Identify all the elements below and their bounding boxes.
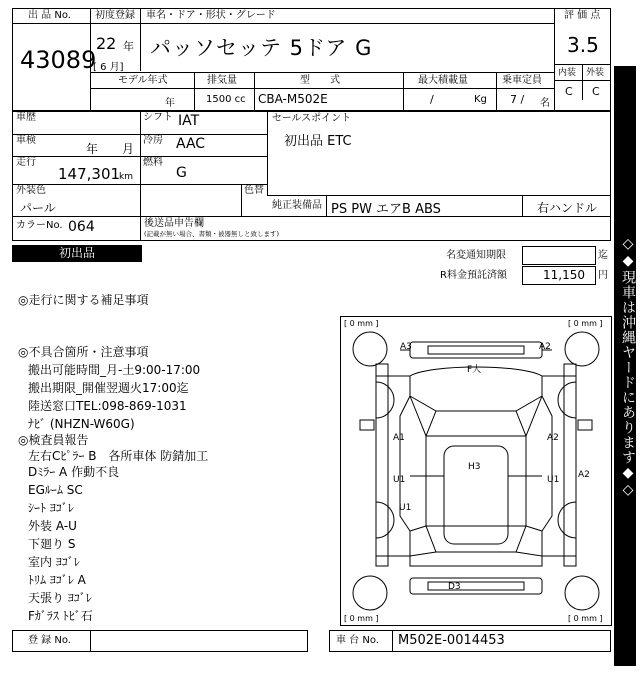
note-line: ｼｰﾄ ﾖｺﾞﾚ bbox=[28, 501, 74, 515]
arch-left-rear bbox=[376, 502, 394, 538]
note-line: 天張り ﾖｺﾞﾚ bbox=[28, 591, 92, 605]
ac-label: 冷房 bbox=[143, 135, 163, 146]
transfer-deadline-box bbox=[522, 246, 596, 265]
wheel-rear-left bbox=[353, 576, 387, 610]
tire-depth-front-right: [ 0 mm ] bbox=[568, 319, 603, 328]
right-side-panel bbox=[564, 364, 576, 566]
recycle-fee: 11,150 bbox=[543, 268, 585, 282]
color-no: 064 bbox=[68, 219, 95, 235]
year-unit: 年 bbox=[123, 40, 134, 53]
divider bbox=[522, 195, 523, 216]
divider bbox=[140, 8, 141, 71]
damage-mark-a2-right: A2 bbox=[547, 433, 559, 443]
divider bbox=[267, 195, 611, 196]
recycle-fee-unit: 円 bbox=[598, 270, 608, 281]
capacity-label: 乗車定員 bbox=[502, 75, 542, 86]
wheel-front-left bbox=[353, 332, 387, 366]
equipment: PS PW エアB ABS bbox=[331, 202, 441, 217]
shift-label: シフト bbox=[143, 112, 173, 123]
tailgate bbox=[410, 552, 542, 566]
recycle-fee-label: R料金預託済額 bbox=[440, 270, 507, 281]
note-line: EGﾙｰﾑ SC bbox=[28, 483, 83, 497]
rear-bumper bbox=[410, 578, 542, 594]
divider bbox=[12, 23, 90, 24]
max-load-unit: Kg bbox=[474, 94, 487, 105]
arch-left-front bbox=[376, 382, 394, 418]
mirror-left bbox=[360, 420, 374, 430]
note-line: 室内 ﾖｺﾞﾚ bbox=[28, 555, 80, 569]
damage-mark-u1-lower: U1 bbox=[399, 503, 412, 513]
first-reg-year: 22 bbox=[96, 34, 117, 53]
note-line: Fｶﾞﾗｽ ﾄﾋﾞ石 bbox=[28, 609, 93, 623]
chassis-no: M502E-0014453 bbox=[398, 633, 505, 648]
color-label: 外装色 bbox=[16, 185, 46, 196]
divider bbox=[267, 111, 268, 195]
color-no-label: カラーNo. bbox=[16, 220, 63, 231]
mileage-unit: km bbox=[119, 172, 133, 182]
note-line: Dﾐﾗｰ A 作動不良 bbox=[28, 465, 120, 479]
divider bbox=[90, 88, 554, 89]
divider bbox=[254, 72, 255, 111]
divider bbox=[241, 184, 242, 216]
max-load: / bbox=[430, 93, 434, 106]
model-year-label: モデル年式 bbox=[118, 75, 168, 86]
divider bbox=[12, 156, 267, 157]
color-change-label: 色替 bbox=[244, 185, 264, 196]
wheel-rear-right bbox=[565, 576, 599, 610]
note-line: 左右Cﾋﾟﾗｰ B 各所車体 防錆加工 bbox=[28, 449, 209, 463]
divider bbox=[496, 72, 497, 111]
wheel-front-right bbox=[565, 332, 599, 366]
chassis-no-label: 車 台 No. bbox=[336, 635, 379, 646]
color-value: パール bbox=[20, 201, 56, 215]
displacement-label: 排気量 bbox=[207, 75, 237, 86]
front-bumper-inner bbox=[428, 346, 524, 354]
capacity-unit: 名 bbox=[540, 98, 550, 109]
yard-notice-banner: ◇◆現車は沖縄ヤードにあります◆◇ bbox=[614, 66, 636, 666]
damage-mark-a2-front: A2 bbox=[539, 342, 551, 352]
divider bbox=[194, 72, 195, 111]
lot-no-label: 出 品 No. bbox=[28, 10, 71, 21]
divider bbox=[554, 8, 555, 111]
left-side-panel bbox=[376, 364, 388, 566]
windshield bbox=[426, 411, 526, 436]
rear-window bbox=[426, 526, 526, 552]
capacity: 7 / bbox=[510, 93, 525, 106]
damage-mark-f-large: F大 bbox=[467, 365, 482, 375]
sales-point-label: セールスポイント bbox=[272, 113, 352, 124]
damage-mark-u1-right: U1 bbox=[547, 475, 560, 485]
divider bbox=[12, 216, 611, 217]
tire-depth-rear-left: [ 0 mm ] bbox=[344, 614, 379, 623]
damage-mark-d3: D3 bbox=[448, 582, 461, 592]
note-line: 外装 A-U bbox=[28, 519, 77, 533]
divider bbox=[403, 72, 404, 111]
damage-mark-a3: A3 bbox=[400, 342, 412, 352]
rear-bumper-inner bbox=[428, 582, 524, 590]
mileage-label: 走行 bbox=[16, 157, 36, 168]
model-label: 型 式 bbox=[300, 75, 340, 86]
first-reg-month: [ 6 月] bbox=[93, 62, 124, 73]
arch-right-front bbox=[558, 382, 576, 418]
lot-no: 43089 bbox=[20, 46, 97, 74]
max-load-label: 最大積載量 bbox=[418, 75, 468, 86]
first-reg-label: 初度登録 bbox=[95, 10, 135, 21]
divider bbox=[554, 80, 611, 81]
divider bbox=[90, 23, 554, 24]
sales-point: 初出品 ETC bbox=[284, 134, 352, 149]
tire-depth-front-left: [ 0 mm ] bbox=[344, 319, 379, 328]
model-code: CBA-M502E bbox=[258, 92, 328, 106]
damage-mark-h3: H3 bbox=[468, 462, 481, 472]
displacement: 1500 cc bbox=[206, 94, 246, 105]
car-name: パッソセッテ 5ドア G bbox=[150, 36, 373, 60]
note-line: 陸送窓口TEL:098-869-1031 bbox=[28, 399, 187, 413]
equipment-label: 純正装備品 bbox=[272, 200, 322, 211]
score-value: 3.5 bbox=[567, 33, 599, 57]
damage-mark-a1: A1 bbox=[393, 433, 405, 443]
inspection-year-unit: 年 bbox=[86, 142, 99, 156]
damage-mark-u1-left: U1 bbox=[393, 475, 406, 485]
tire-depth-rear-right: [ 0 mm ] bbox=[568, 614, 603, 623]
divider bbox=[326, 195, 327, 216]
history-label: 車歴 bbox=[16, 112, 36, 123]
model-year-unit: 年 bbox=[165, 98, 175, 109]
divider bbox=[140, 111, 141, 241]
transfer-deadline-unit: 迄 bbox=[598, 250, 608, 261]
divider bbox=[12, 184, 267, 185]
note-line: ﾅﾋﾞ (NHZN-W60G) bbox=[28, 417, 135, 431]
note-line: ◎走行に関する補足事項 bbox=[18, 293, 149, 307]
divider bbox=[582, 64, 583, 100]
first-listing-banner bbox=[12, 245, 142, 262]
ac-value: AAC bbox=[176, 136, 206, 152]
exterior-label: 外装 bbox=[586, 68, 605, 78]
aftermarket-note: (記載が無い場合、書類・被器無しと致します) bbox=[144, 230, 280, 238]
interior-label: 内装 bbox=[558, 68, 577, 78]
front-bumper bbox=[410, 342, 542, 358]
note-line: ﾄﾘﾑ ﾖｺﾞﾚ A bbox=[28, 573, 86, 587]
interior-grade: C bbox=[565, 85, 573, 98]
fuel-label: 燃料 bbox=[143, 157, 163, 168]
exterior-grade: C bbox=[592, 85, 600, 98]
mirror-right bbox=[578, 420, 592, 430]
note-line: 下廻り S bbox=[28, 537, 76, 551]
aftermarket-label: 後送品申告欄 bbox=[144, 218, 204, 229]
divider bbox=[12, 134, 267, 135]
first-listing-text: 初出品 bbox=[58, 246, 95, 260]
roof bbox=[444, 446, 508, 544]
car-name-label: 車名・ドア・形状・グレード bbox=[146, 10, 276, 21]
note-line: 搬出可能時間_月-土9:00-17:00 bbox=[28, 363, 201, 377]
inspection-label: 車検 bbox=[16, 135, 36, 146]
note-line: ◎不具合箇所・注意事項 bbox=[18, 345, 149, 359]
steering: 右ハンドル bbox=[537, 201, 598, 215]
shift-value: IAT bbox=[178, 113, 200, 129]
fuel-value: G bbox=[176, 165, 187, 181]
reg-no-label: 登 録 No. bbox=[28, 635, 71, 646]
note-line: ◎検査員報告 bbox=[18, 433, 89, 447]
divider bbox=[90, 72, 554, 73]
mileage-value: 147,301 bbox=[58, 165, 121, 183]
note-line: 搬出期限_開催翌週火17:00迄 bbox=[28, 381, 189, 395]
divider bbox=[90, 630, 91, 652]
inspection-month-unit: 月 bbox=[122, 142, 135, 156]
score-label: 評 価 点 bbox=[564, 10, 601, 21]
transfer-deadline-label: 名変通知期限 bbox=[446, 250, 506, 261]
damage-mark-a2-side: A2 bbox=[578, 470, 590, 480]
arch-right-rear bbox=[558, 502, 576, 538]
divider bbox=[392, 630, 393, 652]
